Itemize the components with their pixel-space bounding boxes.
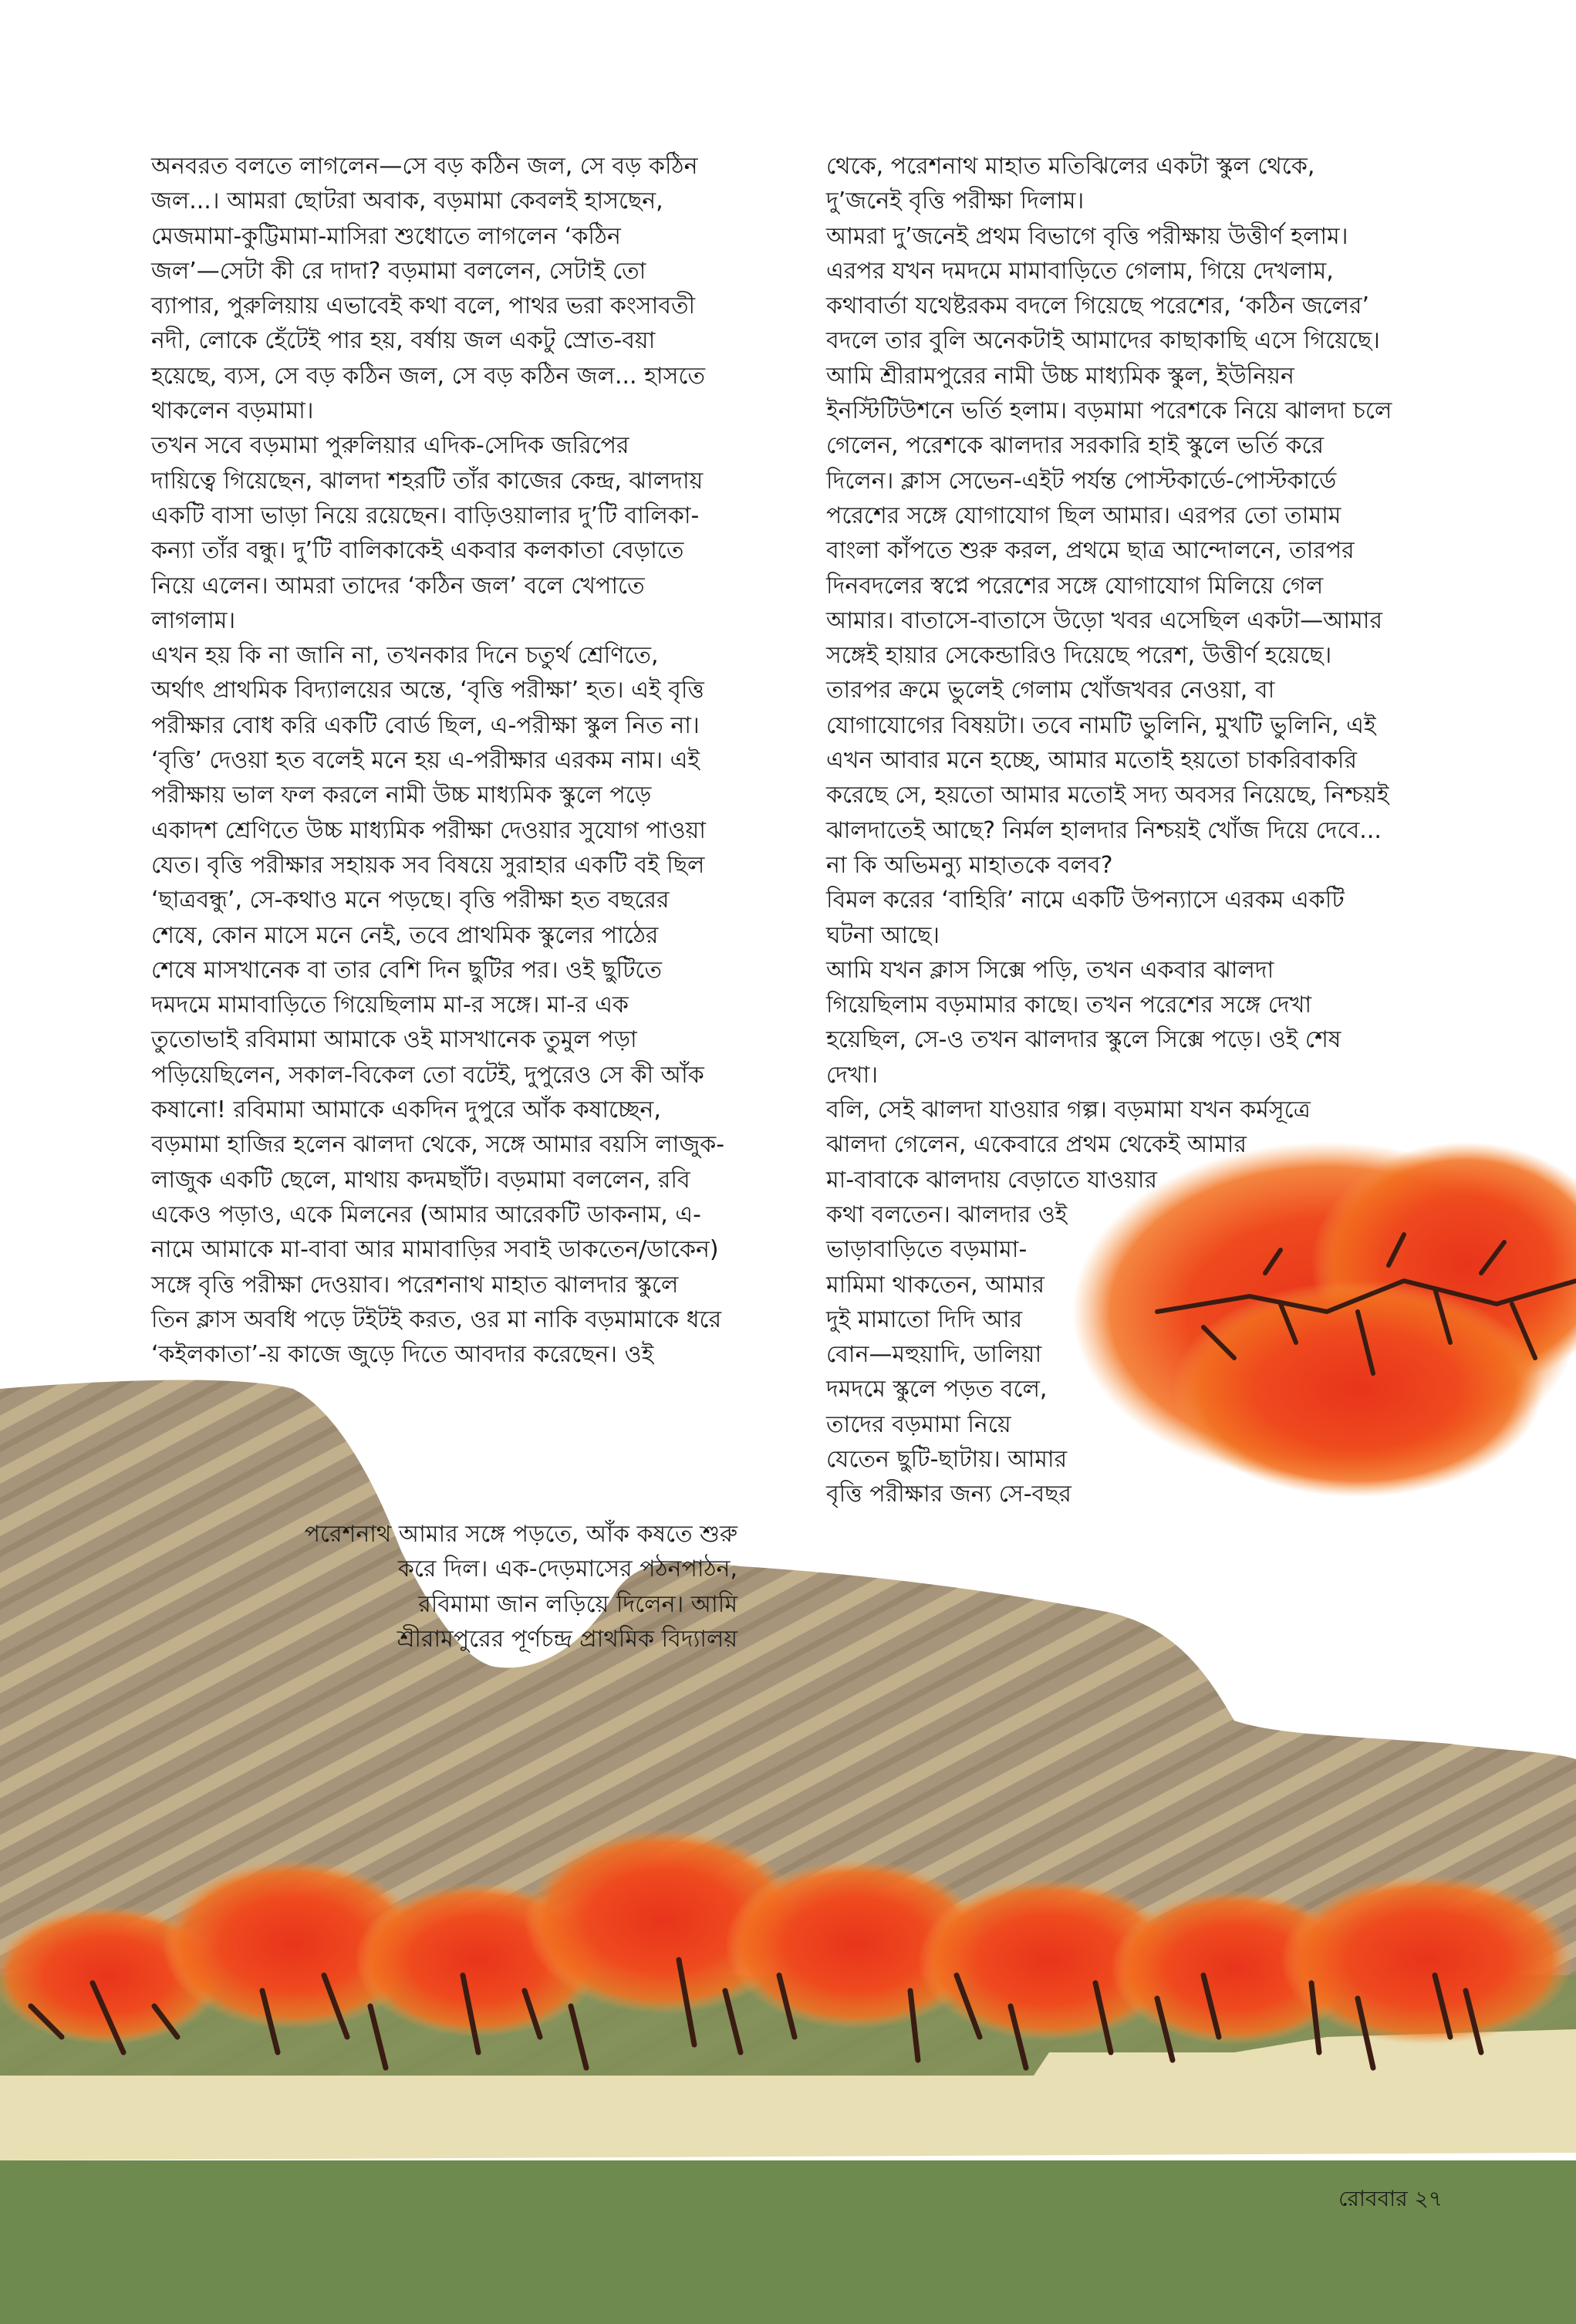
text-line: মা-বাবাকে ঝালদায় বেড়াতে যাওয়ার: [826, 1166, 1158, 1194]
text-line: থেকে, পরেশনাথ মাহাত মতিঝিলের একটা স্কুল থেকে,: [826, 153, 1315, 180]
text-line: তুতোভাই রবিমামা আমাকে ওই মাসখানেক তুমুল পড়া: [151, 1026, 637, 1054]
text-line: হয়েছে, ব্যস, সে বড় কঠিন জল, সে বড় কঠিন জল... হাসতে: [151, 362, 705, 390]
text-line: শেষে মাসখানেক বা তার বেশি দিন ছুটির পর। ওই ছুটিতে: [151, 956, 662, 984]
text-line: অনবরত বলতে লাগলেন—সে বড় কঠিন জল, সে বড় কঠিন: [151, 153, 698, 180]
text-line: একটি বাসা ভাড়া নিয়ে রয়েছেন। বাড়িওয়ালার দু’টি বালিকা-: [151, 502, 700, 529]
text-line: বৃত্তি পরীক্ষার জন্য সে-বছর: [826, 1481, 1071, 1508]
text-line: দিনবদলের স্বপ্নে পরেশের সঙ্গে যোগাযোগ মিলিয়ে গেল: [826, 572, 1324, 600]
text-line: পড়িয়েছিলেন, সকাল-বিকেল তো বটেই, দুপুরেও সে কী আঁক: [151, 1061, 704, 1089]
text-line: বাংলা কাঁপতে শুরু করল, প্রথমে ছাত্র আন্দোলনে, তারপর: [826, 537, 1355, 565]
text-line: বিমল করের ‘বাহিরি’ নামে একটি উপন্যাসে এরকম একটি: [826, 887, 1345, 914]
text-line: আমরা দু’জনেই প্রথম বিভাগে বৃত্তি পরীক্ষায় উত্তীর্ণ হলাম।: [826, 222, 1348, 250]
text-line: যেতেন ছুটি-ছাটায়। আমার: [826, 1445, 1068, 1473]
text-line: পরেশনাথ আমার সঙ্গে পড়তে, আঁক কষতে শুরু: [304, 1521, 737, 1548]
text-line: তারপর ক্রমে ভুলেই গেলাম খোঁজখবর নেওয়া, বা: [826, 677, 1275, 704]
text-line: গেলেন, পরেশকে ঝালদার সরকারি হাই স্কুলে ভর্তি করে: [826, 432, 1325, 460]
text-line: আমি যখন ক্লাস সিক্সে পড়ি, তখন একবার ঝালদা: [826, 956, 1274, 984]
text-line: দায়িত্বে গিয়েছেন, ঝালদা শহরটি তাঁর কাজের কেন্দ্র, ঝালদায়: [151, 467, 704, 495]
text-line: ‘ছাত্রবন্ধু’, সে-কথাও মনে পড়ছে। বৃত্তি পরীক্ষা হত বছরের: [151, 887, 670, 914]
text-line: এখন হয় কি না জানি না, তখনকার দিনে চতুর্থ শ্রেণিতে,: [151, 642, 659, 670]
text-line: বদলে তার বুলি অনেকটাই আমাদের কাছাকাছি এসে গিয়েছে।: [826, 327, 1380, 355]
text-line: লাজুক একটি ছেলে, মাথায় কদমছাঁট। বড়মামা বললেন, রবি: [151, 1166, 690, 1194]
left-column-body: [151, 149, 768, 1372]
text-line: কষানো! রবিমামা আমাকে একদিন দুপুরে আঁক কষাচ্ছেন,: [151, 1096, 661, 1124]
text-line: জল...। আমরা ছোটরা অবাক, বড়মামা কেবলই হাসছেন,: [151, 187, 663, 215]
text-line: জল’—সেটা কী রে দাদা? বড়মামা বললেন, সেটাই তো: [151, 257, 646, 285]
text-line: পরীক্ষায় ভাল ফল করলে নামী উচ্চ মাধ্যমিক স্কুলে পড়ে: [151, 782, 652, 809]
text-line: নদী, লোকে হেঁটেই পার হয়, বর্ষায় জল একটু স্রোত-বয়া: [151, 327, 656, 355]
text-line: পরীক্ষার বোধ করি একটি বোর্ড ছিল, এ-পরীক্ষা স্কুল নিত না।: [151, 711, 700, 739]
text-line: ঝালদা গেলেন, একেবারে প্রথম থেকেই আমার: [826, 1131, 1247, 1159]
text-line: ইনস্টিটিউশনে ভর্তি হলাম। বড়মামা পরেশকে নিয়ে ঝালদা চলে: [826, 397, 1392, 425]
text-line: মামিমা থাকতেন, আমার: [826, 1271, 1045, 1299]
text-line: ঘটনা আছে।: [826, 921, 940, 949]
text-line: ভাড়াবাড়িতে বড়মামা-: [826, 1236, 1028, 1264]
text-line: নামে আমাকে মা-বাবা আর মামাবাড়ির সবাই ডাকতেন/ডাকেন): [151, 1236, 719, 1264]
text-line: সঙ্গে বৃত্তি পরীক্ষা দেওয়াব। পরেশনাথ মাহাত ঝালদার স্কুলে: [151, 1271, 679, 1299]
page-folio: রোববার ২৭: [1338, 2186, 1443, 2211]
text-line: বলি, সেই ঝালদা যাওয়ার গল্প। বড়মামা যখন কর্মসূত্রে: [826, 1096, 1311, 1124]
text-line: মেজমামা-কুট্টিমামা-মাসিরা শুধোতে লাগলেন ‘কঠিন: [151, 222, 621, 250]
text-line: তখন সবে বড়মামা পুরুলিয়ার এদিক-সেদিক জরিপের: [151, 432, 629, 460]
text-line: ‘বৃত্তি’ দেওয়া হত বলেই মনে হয় এ-পরীক্ষার এরকম নাম। এই: [151, 747, 700, 775]
text-line: হয়েছিল, সে-ও তখন ঝালদার স্কুলে সিক্সে পড়ে। ওই শেষ: [826, 1026, 1341, 1054]
text-line: পরেশের সঙ্গে যোগাযোগ ছিল আমার। এরপর তো তামাম: [826, 502, 1341, 529]
text-line: শ্রীরামপুরের পূর্ণচন্দ্র প্রাথমিক বিদ্যালয়: [397, 1625, 737, 1653]
text-line: আমার। বাতাসে-বাতাসে উড়ো খবর এসেছিল একটা—আমার: [826, 606, 1383, 634]
text-line: এরপর যখন দমদমে মামাবাড়িতে গেলাম, গিয়ে দেখলাম,: [826, 257, 1334, 285]
text-line: দিলেন। ক্লাস সেভেন-এইট পর্যন্ত পোস্টকার্ডে-পোস্টকার্ডে: [826, 467, 1337, 495]
text-line: না কি অভিমন্যু মাহাতকে বলব?: [826, 851, 1113, 879]
text-line: দু’জনেই বৃত্তি পরীক্ষা দিলাম।: [826, 187, 1085, 215]
text-line: শেষে, কোন মাসে মনে নেই, তবে প্রাথমিক স্কুলের পাঠের: [151, 921, 659, 949]
text-line: দুই মামাতো দিদি আর: [826, 1306, 1023, 1333]
text-line: দমদমে স্কুলে পড়ত বলে,: [826, 1376, 1048, 1404]
text-line: লাগলাম।: [151, 606, 236, 634]
text-line: করে দিল। এক-দেড়মাসের পঠনপাঠন,: [397, 1556, 737, 1583]
text-line: দমদমে মামাবাড়িতে গিয়েছিলাম মা-র সঙ্গে। মা-র এক: [151, 991, 629, 1019]
text-line: ‘কইলকাতা’-য় কাজে জুড়ে দিতে আবদার করেছেন। ওই: [151, 1341, 654, 1369]
text-line: একাদশ শ্রেণিতে উচ্চ মাধ্যমিক পরীক্ষা দেওয়ার সুযোগ পাওয়া: [151, 816, 706, 844]
text-line: করেছে সে, হয়তো আমার মতোই সদ্য অবসর নিয়েছে, নিশ্চয়ই: [826, 782, 1389, 809]
text-line: এখন আবার মনে হচ্ছে, আমার মতোই হয়তো চাকরিবাকরি: [826, 747, 1357, 775]
text-line: অর্থাৎ প্রাথমিক বিদ্যালয়ের অন্তে, ‘বৃত্তি পরীক্ষা’ হত। এই বৃত্তি: [151, 677, 704, 704]
article-column-left: [151, 149, 768, 1653]
text-line: দেখা।: [826, 1061, 879, 1089]
text-line: যেত। বৃত্তি পরীক্ষার সহায়ক সব বিষয়ে সুরাহার একটি বই ছিল: [151, 851, 705, 879]
left-column-tail: [151, 1517, 737, 1657]
text-line: তাদের বড়মামা নিয়ে: [826, 1410, 1011, 1438]
text-line: থাকলেন বড়মামা।: [151, 397, 314, 425]
article-column-right: [826, 149, 1459, 1512]
text-line: গিয়েছিলাম বড়মামার কাছে। তখন পরেশের সঙ্গে দেখা: [826, 991, 1312, 1019]
text-line: কথাবার্তা যথেষ্টরকম বদলে গিয়েছে পরেশের, ‘কঠিন জলের’: [826, 292, 1370, 320]
text-line: সঙ্গেই হায়ার সেকেন্ডারিও দিয়েছে পরেশ, উত্তীর্ণ হয়েছে।: [826, 642, 1332, 670]
text-line: আমি শ্রীরামপুরের নামী উচ্চ মাধ্যমিক স্কুল, ইউনিয়ন: [826, 362, 1294, 390]
text-line: যোগাযোগের বিষয়টা। তবে নামটি ভুলিনি, মুখটি ভুলিনি, এই: [826, 711, 1376, 739]
text-line: বড়মামা হাজির হলেন ঝালদা থেকে, সঙ্গে আমার বয়সি লাজুক-: [151, 1131, 725, 1159]
text-line: কন্যা তাঁর বন্ধু। দু’টি বালিকাকেই একবার কলকাতা বেড়াতে: [151, 537, 684, 565]
text-line: নিয়ে এলেন। আমরা তাদের ‘কঠিন জল’ বলে খেপাতে: [151, 572, 645, 600]
text-line: ঝালদাতেই আছে? নির্মল হালদার নিশ্চয়ই খোঁজ দিয়ে দেবে...: [826, 816, 1382, 844]
text-line: একেও পড়াও, একে মিলনের (আমার আরেকটি ডাকনাম, এ-: [151, 1201, 701, 1228]
text-line: কথা বলতেন। ঝালদার ওই: [826, 1201, 1068, 1228]
text-line: ব্যাপার, পুরুলিয়ায় এভাবেই কথা বলে, পাথর ভরা কংসাবতী: [151, 292, 696, 320]
text-line: তিন ক্লাস অবধি পড়ে টইটই করত, ওর মা নাকি বড়মামাকে ধরে: [151, 1306, 722, 1333]
text-line: রবিমামা জান লড়িয়ে দিলেন। আমি: [418, 1590, 737, 1618]
text-line: বোন—মহুয়াদি, ডালিয়া: [826, 1341, 1042, 1369]
